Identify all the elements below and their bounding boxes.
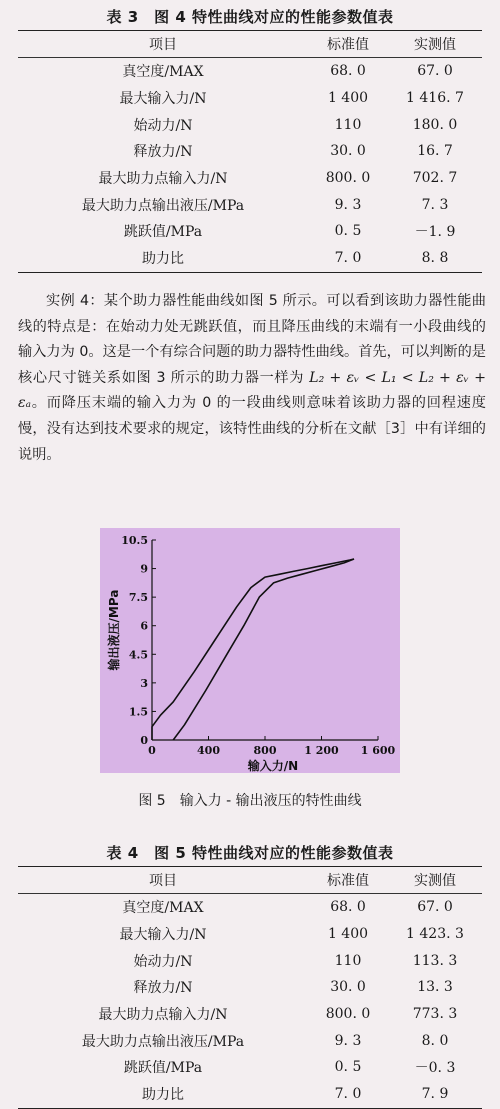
table-row	[18, 921, 482, 948]
item-cell: 释放力/N	[133, 144, 193, 161]
standard-value-cell: 68. 0	[330, 899, 366, 916]
y-tick-label: 6	[140, 619, 148, 633]
y-tick-label: 0	[140, 734, 148, 747]
standard-value-cell: 1 400	[327, 926, 369, 943]
figure5-chart	[100, 528, 400, 773]
item-cell: 助力比	[142, 1087, 184, 1104]
y-axis-label: 输出液压/MPa	[107, 589, 121, 671]
table3-caption: 表 3 图 4 特性曲线对应的性能参数值表	[106, 8, 394, 26]
table-row	[18, 191, 482, 218]
measured-value-cell: 67. 0	[417, 899, 453, 916]
table-row	[18, 894, 482, 921]
table-row	[18, 245, 482, 272]
standard-value-cell: 7. 0	[334, 250, 362, 267]
item-cell: 最大助力点输出液压/MPa	[81, 1033, 245, 1050]
table4-header-measured: 实测值	[414, 873, 456, 889]
item-cell: 真空度/MAX	[122, 900, 204, 917]
table-row	[18, 58, 482, 85]
table-row	[18, 85, 482, 112]
table-row	[18, 1001, 482, 1028]
standard-value-cell: 800. 0	[325, 170, 371, 187]
table4-header-row	[18, 867, 482, 894]
y-tick-label: 1.5	[128, 705, 148, 719]
figure5-chart-svg	[100, 528, 400, 773]
example-paragraph	[18, 289, 486, 468]
item-cell: 最大输入力/N	[119, 927, 207, 944]
standard-value-cell: 68. 0	[330, 63, 366, 80]
standard-value-cell: 0. 5	[334, 223, 362, 240]
measured-value-cell: －1. 9	[414, 224, 456, 241]
measured-value-cell: 1 423. 3	[406, 926, 464, 943]
y-tick-label: 3	[140, 676, 148, 690]
item-cell: 最大助力点输入力/N	[98, 1007, 228, 1024]
y-tick-label: 7.5	[128, 591, 148, 605]
standard-value-cell: 0. 5	[334, 1059, 362, 1076]
measured-value-cell: 7. 9	[421, 1086, 449, 1103]
measured-value-cell: 67. 0	[417, 63, 453, 80]
standard-value-cell: 7. 0	[334, 1086, 362, 1103]
x-tick-label: 1 600	[360, 744, 396, 757]
measured-value-cell: 16. 7	[417, 143, 453, 160]
series-line-lower	[173, 559, 354, 740]
item-cell: 助力比	[142, 251, 184, 268]
standard-value-cell: 800. 0	[325, 1006, 371, 1023]
item-cell: 释放力/N	[133, 980, 193, 997]
table3-header-measured: 实测值	[414, 37, 456, 53]
measured-value-cell: 773. 3	[412, 1006, 458, 1023]
table3	[18, 30, 482, 273]
series-line-upper	[152, 559, 354, 740]
y-tick-label: 9	[140, 562, 148, 576]
standard-value-cell: 30. 0	[330, 979, 366, 996]
table4-header-item: 项目	[149, 873, 177, 889]
item-cell: 最大助力点输入力/N	[98, 171, 228, 188]
measured-value-cell: 8. 8	[421, 250, 449, 267]
standard-value-cell: 9. 3	[334, 1032, 362, 1049]
table3-header-row	[18, 31, 482, 58]
x-tick-label: 1 200	[304, 744, 339, 757]
table-row	[18, 1054, 482, 1081]
table-row	[18, 974, 482, 1001]
x-axis-label: 输入力/N	[247, 759, 299, 773]
table-row	[18, 165, 482, 192]
table-row	[18, 218, 482, 245]
x-tick-label: 0	[148, 744, 156, 757]
item-cell: 最大助力点输出液压/MPa	[81, 197, 245, 214]
table4-header-standard: 标准值	[327, 873, 369, 889]
standard-value-cell: 1 400	[327, 90, 369, 107]
item-cell: 始动力/N	[133, 953, 193, 970]
y-tick-label: 4.5	[128, 648, 148, 662]
standard-value-cell: 110	[334, 952, 362, 969]
table-row	[18, 111, 482, 138]
table-row	[18, 1027, 482, 1054]
item-cell: 最大输入力/N	[119, 91, 207, 108]
table4	[18, 866, 482, 1109]
table-row	[18, 138, 482, 165]
item-cell: 跳跃值/MPa	[123, 224, 203, 241]
standard-value-cell: 9. 3	[334, 196, 362, 213]
standard-value-cell: 30. 0	[330, 143, 366, 160]
x-tick-label: 400	[197, 744, 220, 757]
item-cell: 真空度/MAX	[122, 64, 204, 81]
measured-value-cell: 1 416. 7	[406, 90, 464, 107]
measured-value-cell: 8. 0	[421, 1032, 449, 1049]
measured-value-cell: 113. 3	[412, 952, 458, 969]
x-tick-label: 800	[253, 744, 277, 757]
paragraph-formula: L₂ + εᵥ < L₁ < L₂ + εᵥ + εₐ	[18, 369, 486, 412]
measured-value-cell: 180. 0	[412, 116, 458, 133]
figure5-caption: 图 5 输入力 - 输出液压的特性曲线	[138, 793, 362, 809]
table4-caption: 表 4 图 5 特性曲线对应的性能参数值表	[106, 844, 394, 862]
measured-value-cell: 13. 3	[417, 979, 453, 996]
table3-header-item: 项目	[149, 37, 177, 53]
y-tick-label: 10.5	[121, 534, 148, 547]
table-row	[18, 1081, 482, 1108]
standard-value-cell: 110	[334, 116, 362, 133]
item-cell: 跳跃值/MPa	[123, 1060, 203, 1077]
measured-value-cell: －0. 3	[414, 1060, 456, 1077]
item-cell: 始动力/N	[133, 117, 193, 134]
table3-header-standard: 标准值	[327, 37, 369, 53]
measured-value-cell: 7. 3	[421, 196, 449, 213]
table-row	[18, 947, 482, 974]
paragraph-text-2: 。而降压末端的输入力为 0 的一段曲线则意味着该助力器的回程速度慢，没有达到技术要求的规定，该特性曲线的分析在文献［3］中有详细的说明。	[18, 395, 486, 463]
paragraph-text-1: 实例 4：某个助力器性能曲线如图 5 所示。可以看到该助力器性能曲线的特点是：在始动力处无跳跃值，而且降压曲线的末端有一小段曲线的输入力为 0。这是一个有综合问题的助力器特性曲线。首先，可以判断的是核心尺寸链关系如图 3 所示的助力器一样为	[18, 293, 486, 386]
measured-value-cell: 702. 7	[412, 170, 458, 187]
